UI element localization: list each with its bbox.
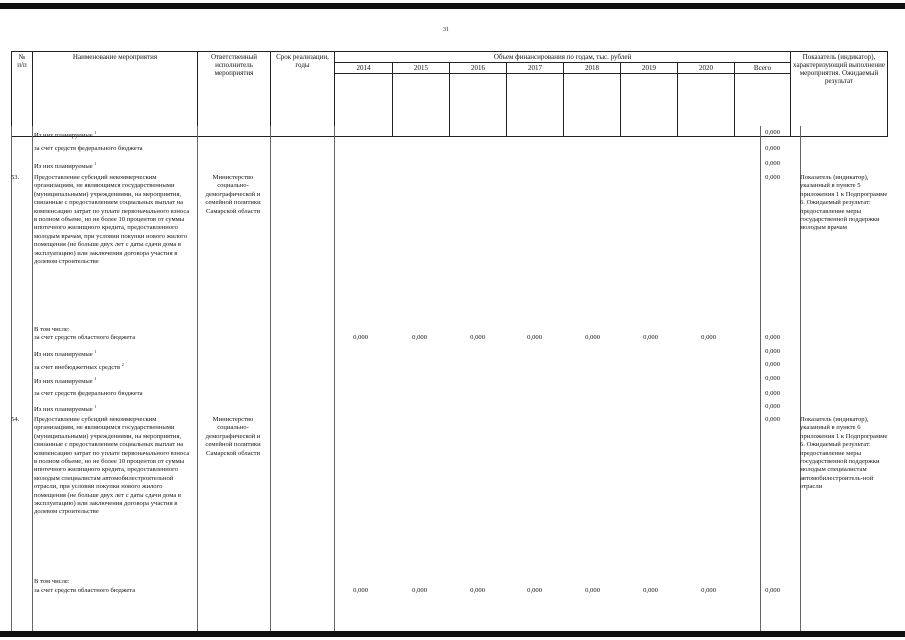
total-cell: 0,000 — [765, 174, 780, 181]
value-cell: 0,000 — [585, 587, 600, 594]
row-label — [34, 390, 194, 398]
row-label-text: В том числе: — [34, 578, 70, 585]
col-name: Наименование мероприятия — [33, 52, 198, 137]
value-cell: 0,000 — [585, 334, 600, 341]
column-rule — [32, 126, 33, 631]
item-number: 54. — [11, 416, 20, 423]
value-cell: 0,000 — [701, 334, 716, 341]
col-period: Срок реализации, годы — [271, 52, 335, 137]
year-2016: 2016 — [450, 63, 507, 74]
column-rule — [760, 126, 761, 631]
value-cell: 0,000 — [470, 587, 485, 594]
row-label-text: за счет средств федерального бюджета — [34, 145, 143, 152]
year-2017: 2017 — [507, 63, 564, 74]
value-cell: 0,000 — [412, 334, 427, 341]
item-responsible: Министерство социально-демографической и семейной политики Самарской области — [205, 416, 261, 457]
column-rule — [197, 126, 198, 631]
item-responsible: Министерство социально-демографической и семейной политики Самарской области — [205, 174, 261, 215]
col-financing: Объем финансирования по годам, тыс. рублей — [335, 52, 791, 63]
scan-top-border — [0, 3, 905, 9]
row-label-text: Из них планируемые — [34, 132, 93, 140]
row-label-text: Из них планируемые — [34, 351, 93, 359]
footnote-marker: 2 — [121, 362, 124, 367]
row-label — [34, 578, 194, 586]
col-no: № п/п — [12, 52, 33, 137]
column-rule — [334, 126, 335, 631]
total-cell: 0,000 — [765, 403, 780, 410]
row-label — [34, 145, 194, 153]
row-label — [34, 361, 194, 373]
footnote-marker: 1 — [94, 349, 97, 354]
footnote-marker: 1 — [94, 161, 97, 166]
col-indicator: Показатель (индикатор), характеризующий выполнение мероприятия. Ожидаемый результат — [791, 52, 888, 137]
total-cell: 0,000 — [765, 390, 780, 397]
value-cell: 0,000 — [765, 334, 780, 341]
year-2015: 2015 — [393, 63, 450, 74]
total-cell: 0,000 — [765, 375, 780, 382]
value-cell: 0,000 — [470, 334, 485, 341]
value-cell: 0,000 — [353, 587, 368, 594]
row-label-text: Из них планируемые — [34, 406, 93, 414]
value-cell: 0,000 — [353, 334, 368, 341]
row-label-text: Из них планируемые — [34, 378, 93, 386]
row-label-text: за счет внебюджетных средств — [34, 364, 121, 372]
value-cell: 0,000 — [701, 587, 716, 594]
row-label-text: за счет средств областного бюджета — [34, 334, 136, 341]
row-label — [34, 375, 194, 387]
scan-bottom-border — [0, 631, 905, 637]
row-label — [34, 334, 194, 342]
value-cell: 0,000 — [527, 587, 542, 594]
row-label-text: В том числе: — [34, 326, 70, 333]
value-cell: 0,000 — [643, 587, 658, 594]
item-name: Предоставление субсидий некоммерческим организациям, не являющимся государственными (муниципальными) учреждениями, на мероприятия, связанные с предоставлением социальных выплат на компенсацию затрат по уплате первоначального взноса в полном объеме, но не более 10 процентов от суммы ипотечного жилищного кредита, предоставленного молодым специалистам автомобилестроительной отрасли, при условии покупки нового жилого помещения (не больше двух лет с даты сдачи дома в эксплуатацию) или заключения договора участия в долевом строительстве — [34, 416, 190, 516]
total-cell: 0,000 — [765, 145, 780, 152]
item-indicator: Показатель (индикатор), указанный в пункте 5 приложения 1 к Подпрограмме 6. Ожидаемый результат: предоставление меры государственной поддержки молодым врачам — [800, 174, 888, 232]
column-rule — [11, 126, 12, 631]
row-label-text: за счет средств областного бюджета — [34, 587, 136, 594]
footnote-marker: 1 — [94, 130, 97, 135]
total-cell: 0,000 — [765, 129, 780, 136]
column-rule — [800, 126, 801, 631]
value-cell: 0,000 — [643, 334, 658, 341]
year-2014: 2014 — [335, 63, 393, 74]
total-cell: 0,000 — [765, 416, 780, 423]
row-label — [34, 160, 194, 172]
item-indicator: Показатель (индикатор), указанный в пункте 6 приложения 1 к Подпрограмме 6. Ожидаемый результат: предоставление меры государственной поддержки молодым специалистам автомобилестроитель-ной отрасли — [800, 416, 888, 491]
year-total: Всего — [735, 63, 791, 74]
year-2020: 2020 — [678, 63, 735, 74]
financing-table-header — [11, 51, 888, 140]
column-rule — [270, 126, 271, 631]
row-label — [34, 587, 194, 595]
total-cell: 0,000 — [765, 361, 780, 368]
item-number: 53. — [11, 174, 20, 181]
item-name: Предоставление субсидий некоммерческим организациям, не являющимся государственными (муниципальными) учреждениями, на мероприятия, связанные с предоставлением социальных выплат на компенсацию затрат по уплате первоначального взноса в полном объеме, но не более 10 процентов от суммы ипотечного жилищного кредита, предоставленного молодым врачам, при условии покупки нового жилого помещения (не больше двух лет с даты сдачи дома в эксплуатацию) или заключения договора участия в долевом строительстве — [34, 174, 190, 266]
row-label — [34, 348, 194, 360]
row-label — [34, 326, 194, 334]
row-label-text: Из них планируемые — [34, 163, 93, 171]
value-cell: 0,000 — [527, 334, 542, 341]
total-cell: 0,000 — [765, 160, 780, 167]
col-responsible: Ответственный исполнитель мероприятия — [198, 52, 271, 137]
value-cell: 0,000 — [765, 587, 780, 594]
year-2019: 2019 — [621, 63, 678, 74]
footnote-marker: 1 — [94, 376, 97, 381]
page-number: 31 — [443, 27, 449, 33]
footnote-marker: 1 — [94, 404, 97, 409]
row-label — [34, 403, 194, 415]
total-cell: 0,000 — [765, 348, 780, 355]
value-cell: 0,000 — [412, 587, 427, 594]
row-label-text: за счет средств федерального бюджета — [34, 390, 143, 397]
year-2018: 2018 — [564, 63, 621, 74]
